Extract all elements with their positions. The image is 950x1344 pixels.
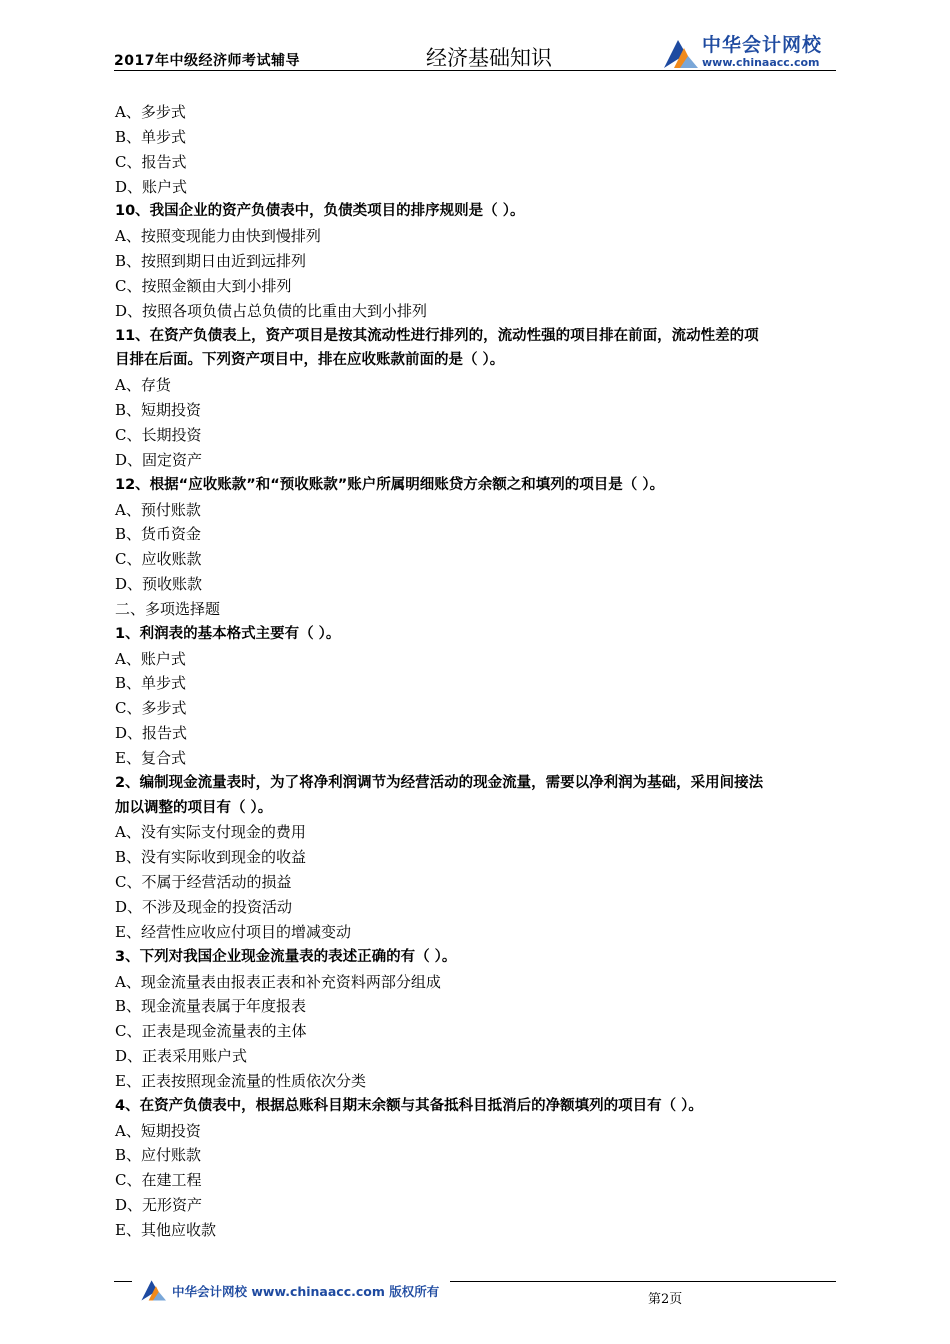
- option-line: A、短期投资: [115, 1121, 201, 1140]
- option-line: B、应付账款: [115, 1146, 202, 1165]
- question-stem: 4、在资产负债表中，根据总账科目期末余额与其备抵科目抵消后的净额填列的项目有（ ）。: [115, 1097, 703, 1114]
- option-line: B、现金流量表属于年度报表: [115, 997, 307, 1016]
- option-line: B、按照到期日由近到远排列: [115, 252, 307, 271]
- question-stem: 目排在后面。下列资产项目中，排在应收账款前面的是（ ）。: [115, 352, 505, 369]
- option-line: E、正表按照现金流量的性质依次分类: [115, 1071, 366, 1090]
- page-number: 第2页: [648, 1292, 683, 1307]
- option-line: E、经营性应收应付项目的增减变动: [115, 922, 351, 941]
- option-line: D、不涉及现金的投资活动: [115, 898, 293, 916]
- triangle-logo-icon: [660, 34, 700, 70]
- footer-logo-icon: [138, 1276, 168, 1302]
- option-line: A、多步式: [115, 103, 186, 121]
- page-header: [114, 28, 836, 74]
- option-line: C、报告式: [115, 152, 187, 171]
- question-stem: 12、根据“应收账款”和“预收账款”账户所属明细账贷方余额之和填列的项目是（ ）。: [115, 476, 665, 493]
- brand-logo: [660, 30, 836, 72]
- logo-name: 中华会计网校: [702, 34, 823, 56]
- option-line: C、正表是现金流量表的主体: [115, 1022, 307, 1041]
- option-line: E、其他应收款: [115, 1220, 216, 1239]
- option-line: B、没有实际收到现金的收益: [115, 848, 307, 867]
- header-divider: [114, 70, 836, 71]
- option-line: 二、多项选择题: [115, 599, 221, 618]
- option-line: B、单步式: [115, 127, 187, 146]
- footer-copyright: 中华会计网校 www.chinaacc.com 版权所有: [172, 1284, 440, 1299]
- question-stem: 10、我国企业的资产负债表中，负债类项目的排序规则是（ ）。: [115, 203, 525, 220]
- option-line: B、单步式: [115, 674, 187, 693]
- option-line: C、应收账款: [115, 550, 202, 569]
- question-stem: 1、利润表的基本格式主要有（ ）。: [115, 625, 341, 642]
- option-line: E、复合式: [115, 748, 186, 767]
- exam-title: 2017年中级经济师考试辅导: [114, 53, 300, 69]
- footer-divider-right: [450, 1281, 836, 1282]
- option-line: D、按照各项负债占总负债的比重由大到小排列: [115, 301, 428, 320]
- option-line: C、多步式: [115, 699, 187, 718]
- option-line: C、在建工程: [115, 1171, 202, 1190]
- option-line: A、存货: [115, 376, 171, 395]
- option-line: D、固定资产: [115, 450, 203, 469]
- question-stem: 11、在资产负债表上，资产项目是按其流动性进行排列的，流动性强的项目排在前面，流动性差的项: [115, 327, 759, 344]
- subject-title: 经济基础知识: [426, 46, 552, 70]
- option-line: D、报告式: [115, 724, 188, 743]
- option-line: A、预付账款: [115, 500, 201, 519]
- option-line: A、现金流量表由报表正表和补充资料两部分组成: [115, 972, 441, 991]
- option-line: D、预收账款: [115, 575, 203, 594]
- question-stem: 2、编制现金流量表时，为了将净利润调节为经营活动的现金流量，需要以净利润为基础，采用间接法: [115, 774, 764, 791]
- question-stem: 加以调整的项目有（ ）。: [115, 799, 273, 816]
- option-line: B、短期投资: [115, 401, 202, 420]
- option-line: C、长期投资: [115, 425, 202, 444]
- option-line: A、账户式: [115, 649, 186, 668]
- question-stem: 3、下列对我国企业现金流量表的表述正确的有（ ）。: [115, 948, 457, 965]
- logo-url: www.chinaacc.com: [702, 56, 820, 69]
- option-line: D、正表采用账户式: [115, 1047, 248, 1066]
- option-line: D、账户式: [115, 177, 188, 196]
- question-content: [115, 100, 840, 1243]
- option-line: C、按照金额由大到小排列: [115, 276, 292, 295]
- option-line: A、没有实际支付现金的费用: [115, 823, 306, 842]
- option-line: B、货币资金: [115, 525, 202, 544]
- page-footer: [114, 1270, 836, 1310]
- option-line: A、按照变现能力由快到慢排列: [115, 227, 321, 246]
- option-line: D、无形资产: [115, 1196, 203, 1215]
- option-line: C、不属于经营活动的损益: [115, 873, 292, 892]
- footer-divider-left: [114, 1281, 132, 1282]
